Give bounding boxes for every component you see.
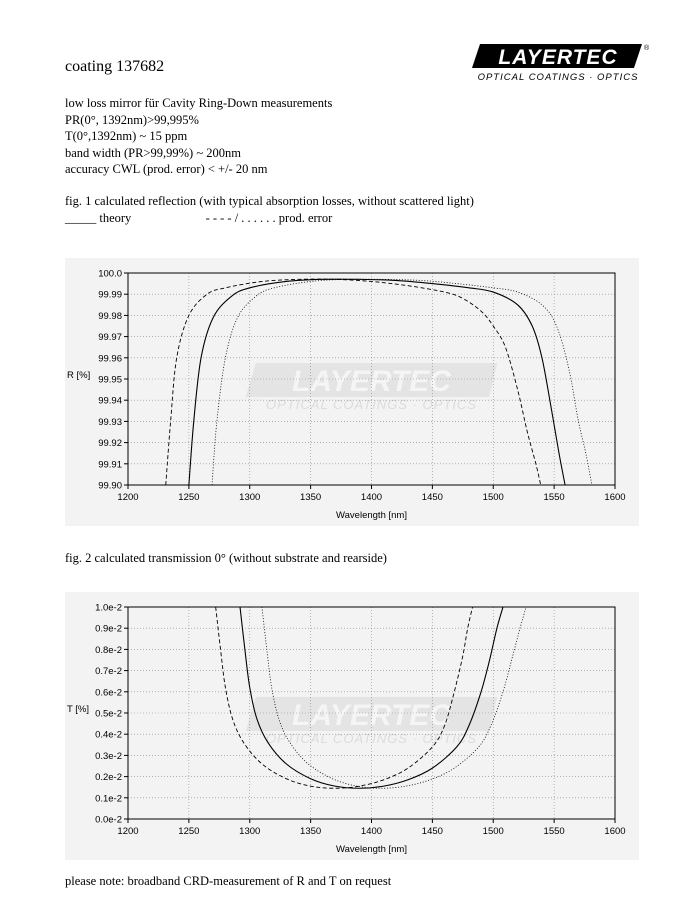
r-chart-xtick-label: 1400	[360, 492, 383, 503]
transmission-chart	[65, 592, 639, 860]
r-chart-ytick-label: 100.0	[98, 268, 122, 280]
layertec-logo	[470, 42, 650, 84]
spec-line: T(0°,1392nm) ~ 15 ppm	[65, 129, 188, 143]
r-chart-xtick-label: 1200	[117, 492, 139, 503]
spec-line: low loss mirror für Cavity Ring-Down measurements	[65, 96, 333, 110]
t-chart-watermark-tagline: OPTICAL COATINGS · OPTICS	[266, 731, 477, 746]
r-chart-ytick-label: 99.99	[98, 289, 122, 301]
r-chart-ytick-label: 99.95	[98, 374, 122, 386]
r-chart-ylabel: R [%]	[67, 370, 91, 381]
logo-tagline: OPTICAL COATINGS · OPTICS	[477, 72, 639, 83]
reflection-chart	[65, 258, 639, 526]
fig1-caption: fig. 1 calculated reflection (with typical absorption losses, without scattered light)	[65, 194, 474, 208]
t-chart-xtick-label: 1400	[360, 826, 383, 837]
t-chart-ytick-label: 1.0e-2	[95, 602, 122, 614]
t-chart-xtick-label: 1450	[421, 826, 443, 837]
t-chart-xlabel: Wavelength [nm]	[336, 844, 407, 855]
t-chart-xtick-label: 1350	[300, 826, 322, 837]
r-chart-ytick-label: 99.92	[98, 438, 122, 450]
t-chart-ytick-label: 0.5e-2	[95, 708, 122, 720]
r-chart-xtick-label: 1450	[421, 492, 443, 503]
r-chart-ytick-label: 99.93	[98, 416, 122, 428]
r-chart-ytick-label: 99.91	[98, 459, 122, 471]
t-chart-xtick-label: 1300	[239, 826, 261, 837]
t-chart-watermark-brand: LAYERTEC	[292, 699, 451, 732]
r-chart-xtick-label: 1500	[482, 492, 504, 503]
spec-line: band width (PR>99,99%) ~ 200nm	[65, 145, 241, 160]
t-chart-ytick-label: 0.0e-2	[95, 814, 122, 826]
spec-line: accuracy CWL (prod. error) < +/- 20 nm	[65, 162, 268, 176]
t-chart-ytick-label: 0.2e-2	[95, 772, 122, 784]
r-chart-ytick-label: 99.98	[98, 310, 122, 322]
spec-line: PR(0°, 1392nm)>99,995%	[65, 112, 199, 127]
page-title: coating 137682	[65, 58, 165, 75]
t-chart-xtick-label: 1500	[482, 826, 504, 837]
r-chart-watermark-brand: LAYERTEC	[292, 365, 451, 398]
footer-note: please note: broadband CRD-measurement of R and T on request	[65, 874, 392, 888]
r-chart-xtick-label: 1350	[300, 492, 322, 503]
t-chart-xtick-label: 1250	[178, 826, 200, 837]
r-chart-xtick-label: 1250	[178, 492, 200, 503]
r-chart-ytick-label: 99.90	[98, 480, 122, 492]
fig1-legend	[65, 210, 474, 227]
r-chart-xtick-label: 1300	[239, 492, 261, 503]
r-chart-xlabel: Wavelength [nm]	[336, 510, 407, 521]
r-chart-ytick-label: 99.97	[98, 332, 122, 344]
fig2-caption: fig. 2 calculated transmission 0° (without substrate and rearside)	[65, 551, 387, 565]
t-chart-ytick-label: 0.8e-2	[95, 644, 122, 656]
t-chart-xtick-label: 1200	[117, 826, 139, 837]
logo-registered: ®	[644, 45, 650, 52]
fig1-caption-block	[65, 193, 474, 226]
r-chart-xtick-label: 1600	[604, 492, 626, 503]
t-chart-ytick-label: 0.9e-2	[95, 623, 122, 635]
spec-list	[65, 95, 332, 178]
t-chart-ytick-label: 0.3e-2	[95, 750, 122, 762]
t-chart-ytick-label: 0.6e-2	[95, 687, 122, 699]
t-chart-ytick-label: 0.4e-2	[95, 729, 122, 741]
r-chart-watermark-tagline: OPTICAL COATINGS · OPTICS	[266, 397, 477, 412]
t-chart-ytick-label: 0.1e-2	[95, 793, 122, 805]
chart1-panel	[65, 258, 639, 526]
t-chart-ytick-label: 0.7e-2	[95, 666, 122, 678]
chart2-panel	[65, 592, 639, 860]
t-chart-ylabel: T [%]	[67, 704, 89, 715]
logo-brand: LAYERTEC	[498, 46, 618, 69]
r-chart-ytick-label: 99.94	[98, 395, 122, 407]
r-chart-ytick-label: 99.96	[98, 353, 122, 365]
legend-theory: _____ theory	[65, 210, 132, 225]
legend-prod-error: - - - - / . . . . . . prod. error	[205, 210, 333, 225]
t-chart-xtick-label: 1550	[543, 826, 565, 837]
t-chart-xtick-label: 1600	[604, 826, 626, 837]
r-chart-xtick-label: 1550	[543, 492, 565, 503]
